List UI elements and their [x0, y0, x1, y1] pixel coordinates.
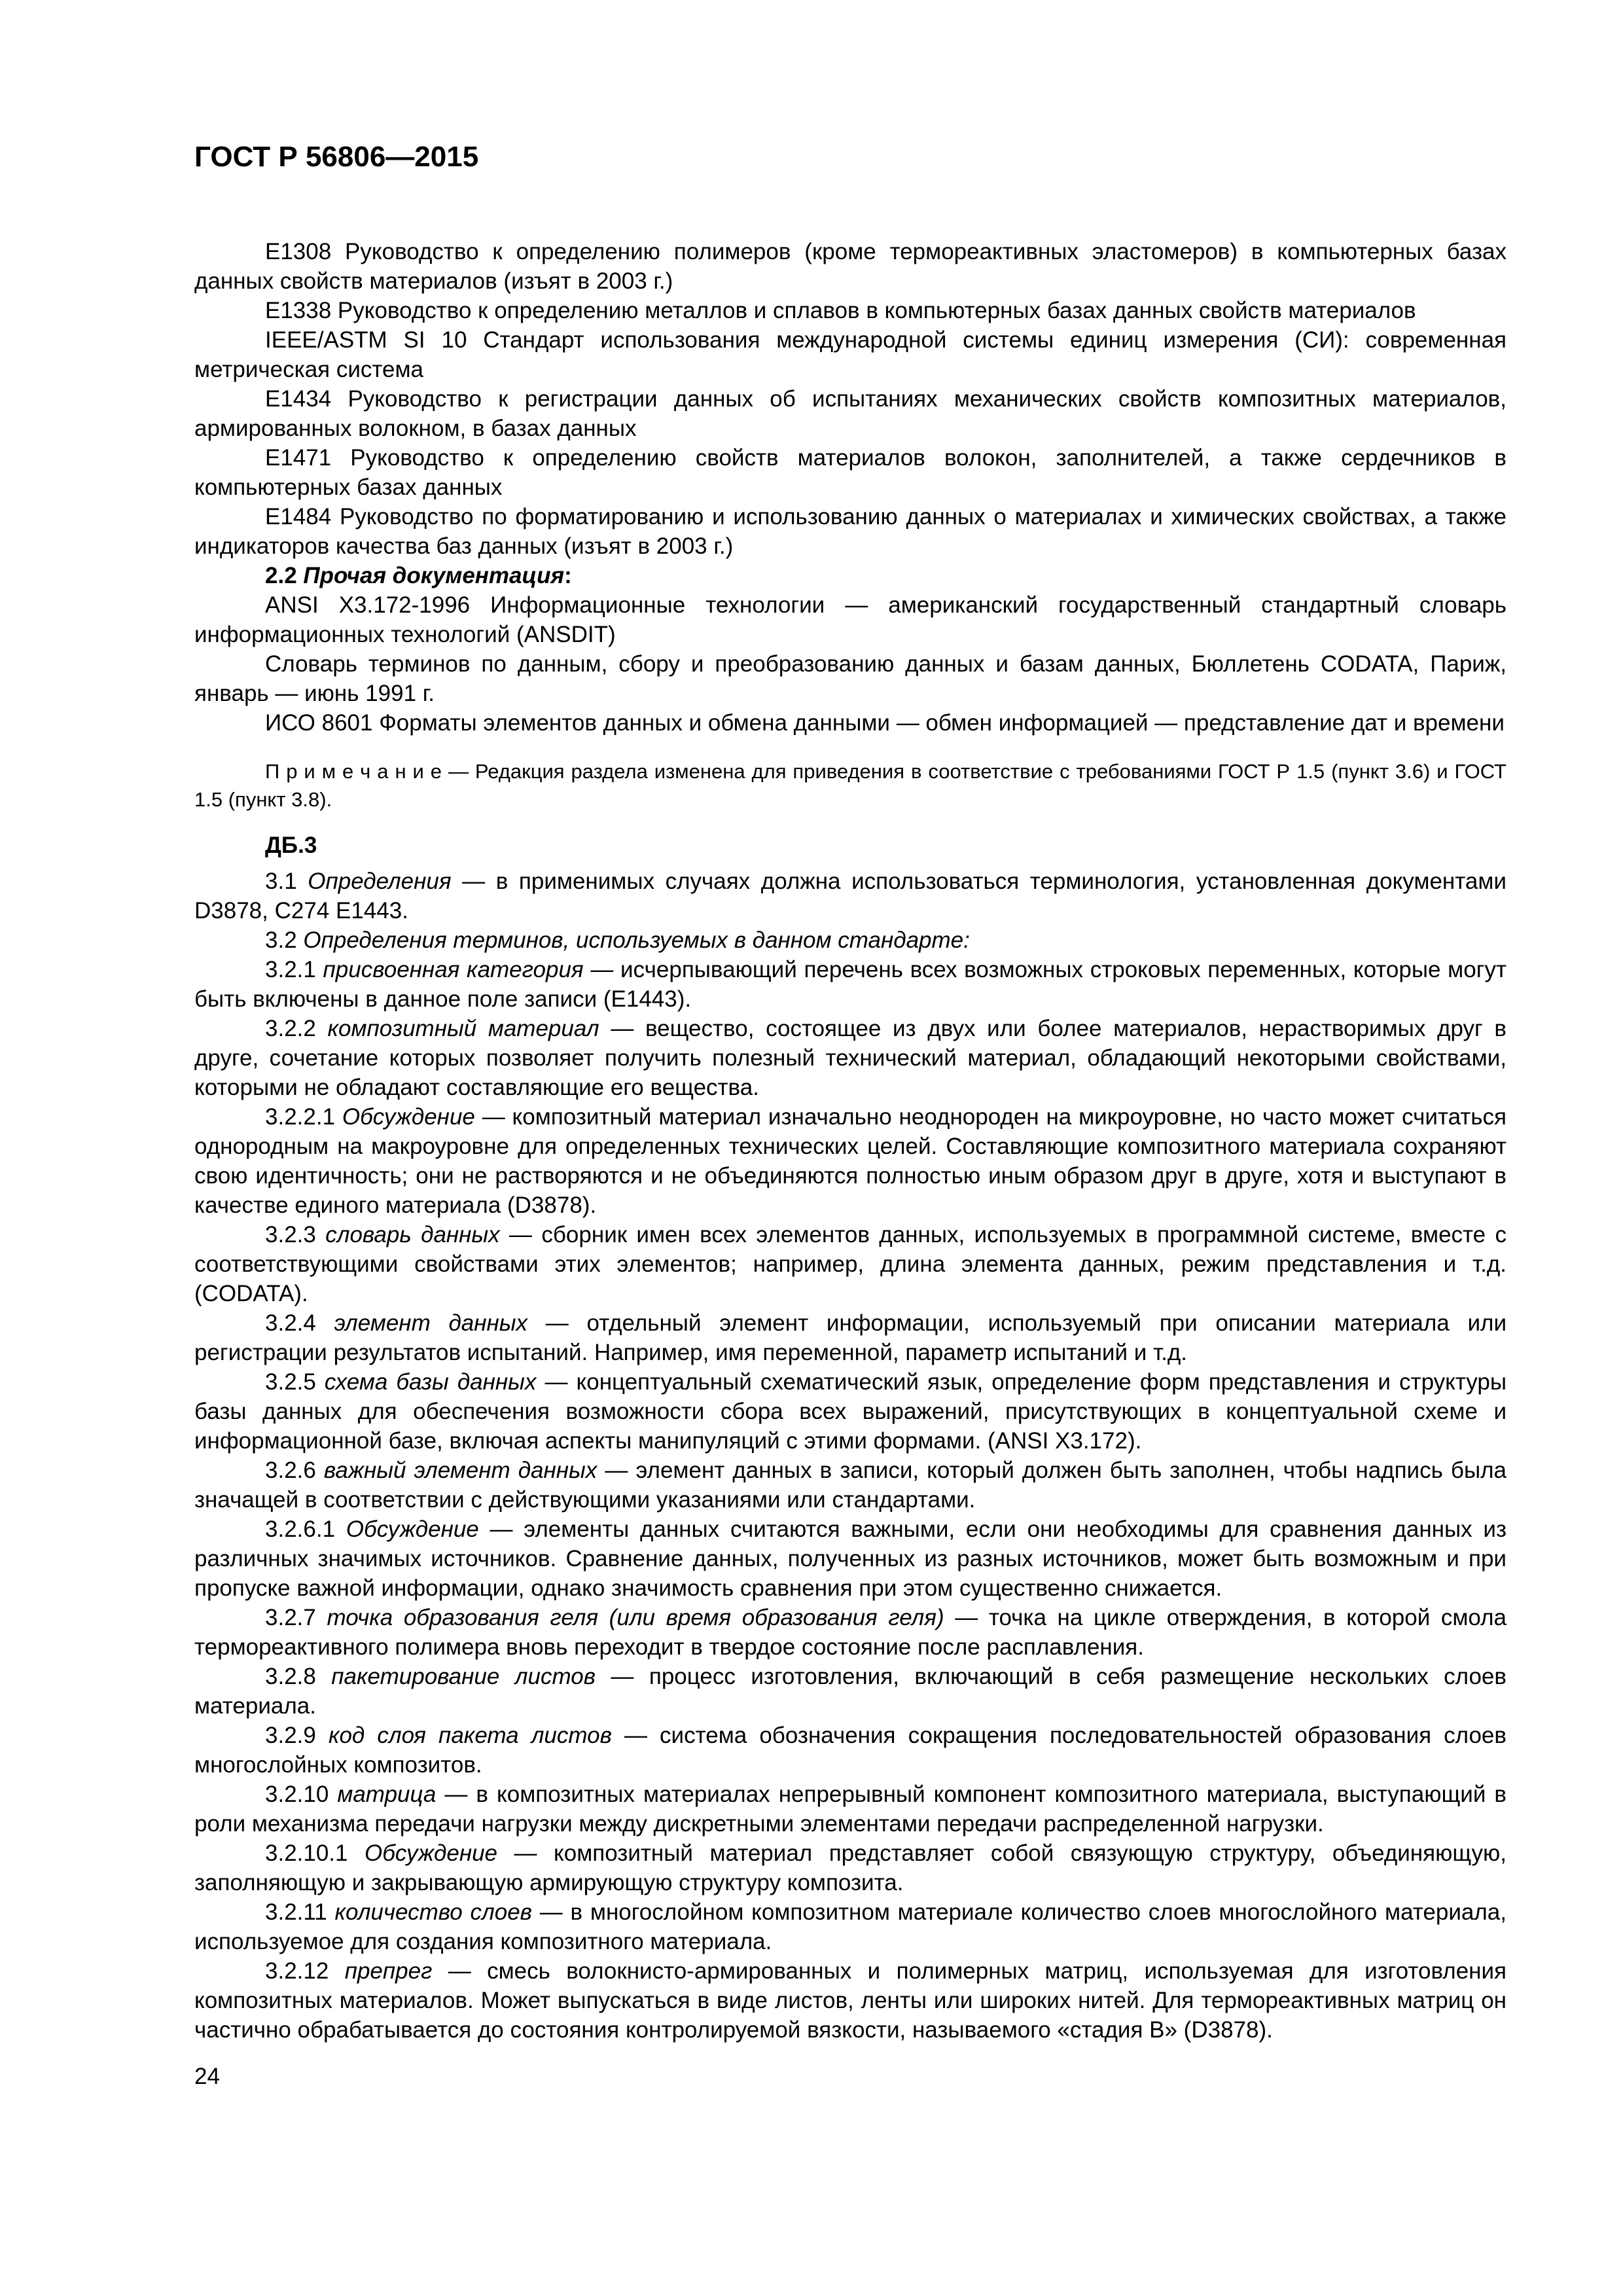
- text-run: Обсуждение: [365, 1840, 498, 1866]
- paragraph: [194, 925, 1507, 955]
- paragraph: [194, 384, 1507, 443]
- text-run: Е1471 Руководство к определению свойств материалов волокон, заполнителей, а также сердечников в компьютерных базах данных: [194, 445, 1507, 500]
- paragraph: [194, 1308, 1507, 1367]
- text-run: 3.2.2: [265, 1016, 328, 1041]
- text-run: — композитный материал представляет собой связующую структуру, объединяющую, заполняющую и закрывающую армирующую структуру композита.: [194, 1840, 1507, 1895]
- text-run: словарь данных: [325, 1222, 500, 1247]
- text-run: элемент данных: [334, 1310, 528, 1336]
- paragraph: [194, 237, 1507, 296]
- text-run: 3.2.1: [265, 957, 323, 982]
- text-run: — композитный материал изначально неоднороден на микроуровне, но часто может считаться однородным на макроуровне для определенных технических целей. Составляющие композитного материала сохраняют свою идентичность; они не растворяются и не объединяются полностью иным образом друг в друге, хотя и выступают в качестве единого материала (D3878).: [194, 1104, 1507, 1218]
- text-run: 3.2.6: [265, 1458, 324, 1483]
- section-heading: [194, 831, 1507, 860]
- text-run: — в применимых случаях должна использоваться терминология, установленная документами D3878, С274 Е1443.: [194, 869, 1507, 924]
- text-run: 2.2: [265, 563, 304, 588]
- paragraph: [194, 955, 1507, 1014]
- paragraph: [194, 1102, 1507, 1220]
- text-run: Е1338 Руководство к определению металлов и сплавов в компьютерных базах данных свойств материалов: [265, 298, 1416, 323]
- text-run: 3.2: [265, 927, 304, 953]
- paragraph: [194, 649, 1507, 708]
- paragraph: [194, 590, 1507, 649]
- page-content: [194, 140, 1507, 2045]
- text-run: ДБ.3: [265, 833, 317, 858]
- text-run: схема базы данных: [324, 1369, 537, 1395]
- text-run: 3.2.3: [265, 1222, 326, 1247]
- text-run: — сборник имен всех элементов данных, используемых в программной системе, вместе с соответствующими свойствами этих элементов; например, длина элемента данных, режим представления и т.д. (CODATA).: [194, 1222, 1507, 1306]
- text-run: ИСО 8601 Форматы элементов данных и обмена данными — обмен информацией — представление дат и времени: [265, 710, 1505, 736]
- text-run: 3.2.7: [265, 1605, 327, 1630]
- text-run: Определения: [308, 869, 452, 894]
- paragraph: [194, 1956, 1507, 2045]
- text-run: 3.2.10.1: [265, 1840, 365, 1866]
- text-run: важный элемент данных: [323, 1458, 597, 1483]
- text-run: — точка на цикле отверждения, в которой смола термореактивного полимера вновь переходит в твердое состояние после расплавления.: [194, 1605, 1507, 1660]
- text-run: Определения терминов, используемых в данном стандарте:: [303, 927, 970, 953]
- text-run: IEEE/ASTM SI 10 Стандарт использования международной системы единиц измерения (СИ): современная метрическая система: [194, 327, 1507, 382]
- text-run: 3.2.11: [265, 1899, 335, 1925]
- text-run: Е1484 Руководство по форматированию и использованию данных о материалах и химических свойствах, а также индикаторов качества баз данных (изъят в 2003 г.): [194, 504, 1507, 559]
- paragraph: [194, 708, 1507, 738]
- page-number: 24: [194, 2064, 220, 2089]
- paragraph: [194, 1662, 1507, 1721]
- text-run: 3.1: [265, 869, 308, 894]
- paragraph: [194, 1839, 1507, 1897]
- text-run: — процесс изготовления, включающий в себя размещение нескольких слоев материала.: [194, 1664, 1507, 1719]
- paragraph: [194, 1515, 1507, 1603]
- text-run: код слоя пакета листов: [328, 1723, 612, 1748]
- document-body: [194, 237, 1507, 2045]
- text-run: — система обозначения сокращения последовательностей образования слоев многослойных композитов.: [194, 1723, 1507, 1778]
- text-run: П р и м е ч а н и е — Редакция раздела изменена для приведения в соответствие с требованиями ГОСТ Р 1.5 (пункт 3.6) и ГОСТ 1.5 (пункт 3.8).: [194, 760, 1507, 811]
- text-run: Е1308 Руководство к определению полимеров (кроме термореактивных эластомеров) в компьютерных базах данных свойств материалов (изъят в 2003 г.): [194, 239, 1507, 294]
- text-run: количество слоев: [334, 1899, 532, 1925]
- text-run: — элементы данных считаются важными, если они необходимы для сравнения данных из различных значимых источников. Сравнение данных, полученных из разных источников, может быть возможным и при пропуске важной информации, однако значимость сравнения при этом существенно снижается.: [194, 1516, 1507, 1601]
- text-run: Обсуждение: [342, 1104, 475, 1130]
- text-run: присвоенная категория: [323, 957, 584, 982]
- text-run: точка образования геля (или время образования геля): [327, 1605, 944, 1630]
- paragraph: [194, 1780, 1507, 1839]
- text-run: композитный материал: [327, 1016, 599, 1041]
- text-run: 3.2.2.1: [265, 1104, 342, 1130]
- text-run: Обсуждение: [346, 1516, 479, 1542]
- text-run: — вещество, состоящее из двух или более материалов, нерастворимых друг в друге, сочетание которых позволяет получить полезный технический материал, обладающий некоторыми свойствами, которыми не обладают составляющие его вещества.: [194, 1016, 1507, 1100]
- paragraph: [194, 296, 1507, 325]
- text-run: 3.2.10: [265, 1782, 338, 1807]
- paragraph: [194, 1220, 1507, 1308]
- text-run: — в многослойном композитном материале количество слоев многослойного материала, используемое для создания композитного материала.: [194, 1899, 1507, 1954]
- text-run: — элемент данных в записи, который должен быть заполнен, чтобы надпись была значащей в соответствии с действующими указаниями или стандартами.: [194, 1458, 1507, 1513]
- paragraph: [194, 1456, 1507, 1515]
- text-run: — отдельный элемент информации, используемый при описании материала или регистрации результатов испытаний. Например, имя переменной, параметр испытаний и т.д.: [194, 1310, 1507, 1365]
- text-run: — концептуальный схематический язык, определение форм представления и структуры базы данных для обеспечения возможности сбора всех выражений, присутствующих в концептуальной схеме и информационной базе, включая аспекты манипуляций с этими формами. (ANSI Х3.172).: [194, 1369, 1507, 1454]
- text-run: — смесь волокнисто-армированных и полимерных матриц, используемая для изготовления композитных материалов. Может выпускаться в виде листов, ленты или широких нитей. Для термореактивных матриц он частично обрабатывается до состояния контролируемой вязкости, называемого «стадия В» (D3878).: [194, 1958, 1507, 2043]
- text-run: Е1434 Руководство к регистрации данных об испытаниях механических свойств композитных материалов, армированных волокном, в базах данных: [194, 386, 1507, 441]
- paragraph: [194, 1603, 1507, 1662]
- text-run: Словарь терминов по данным, сбору и преобразованию данных и базам данных, Бюллетень CODATA, Париж, январь — июнь 1991 г.: [194, 651, 1507, 706]
- paragraph: [194, 443, 1507, 502]
- paragraph: [194, 1721, 1507, 1780]
- document-number: ГОСТ Р 56806—2015: [194, 141, 479, 173]
- text-run: — в композитных материалах непрерывный компонент композитного материала, выступающий в роли механизма передачи нагрузки между дискретными элементами передачи распределенной нагрузки.: [194, 1782, 1507, 1837]
- paragraph: [194, 561, 1507, 590]
- text-run: 3.2.12: [265, 1958, 345, 1984]
- paragraph: [194, 1014, 1507, 1102]
- text-run: — исчерпывающий перечень всех возможных строковых переменных, которые могут быть включены в данное поле записи (Е1443).: [194, 957, 1507, 1012]
- paragraph: [194, 502, 1507, 561]
- text-run: Прочая документация: [303, 563, 565, 588]
- text-run: препрег: [344, 1958, 433, 1984]
- paragraph: [194, 1367, 1507, 1456]
- paragraph: [194, 325, 1507, 384]
- note-paragraph: [194, 757, 1507, 814]
- text-run: :: [564, 563, 572, 588]
- text-run: ANSI Х3.172-1996 Информационные технологии — американский государственный стандартный словарь информационных технологий (ANSDIT): [194, 592, 1507, 647]
- paragraph: [194, 867, 1507, 925]
- text-run: пакетирование листов: [331, 1664, 596, 1689]
- text-run: 3.2.5: [265, 1369, 325, 1395]
- text-run: 3.2.9: [265, 1723, 329, 1748]
- text-run: 3.2.6.1: [265, 1516, 346, 1542]
- text-run: 3.2.8: [265, 1664, 332, 1689]
- text-run: 3.2.4: [265, 1310, 334, 1336]
- text-run: матрица: [337, 1782, 437, 1807]
- paragraph: [194, 1897, 1507, 1956]
